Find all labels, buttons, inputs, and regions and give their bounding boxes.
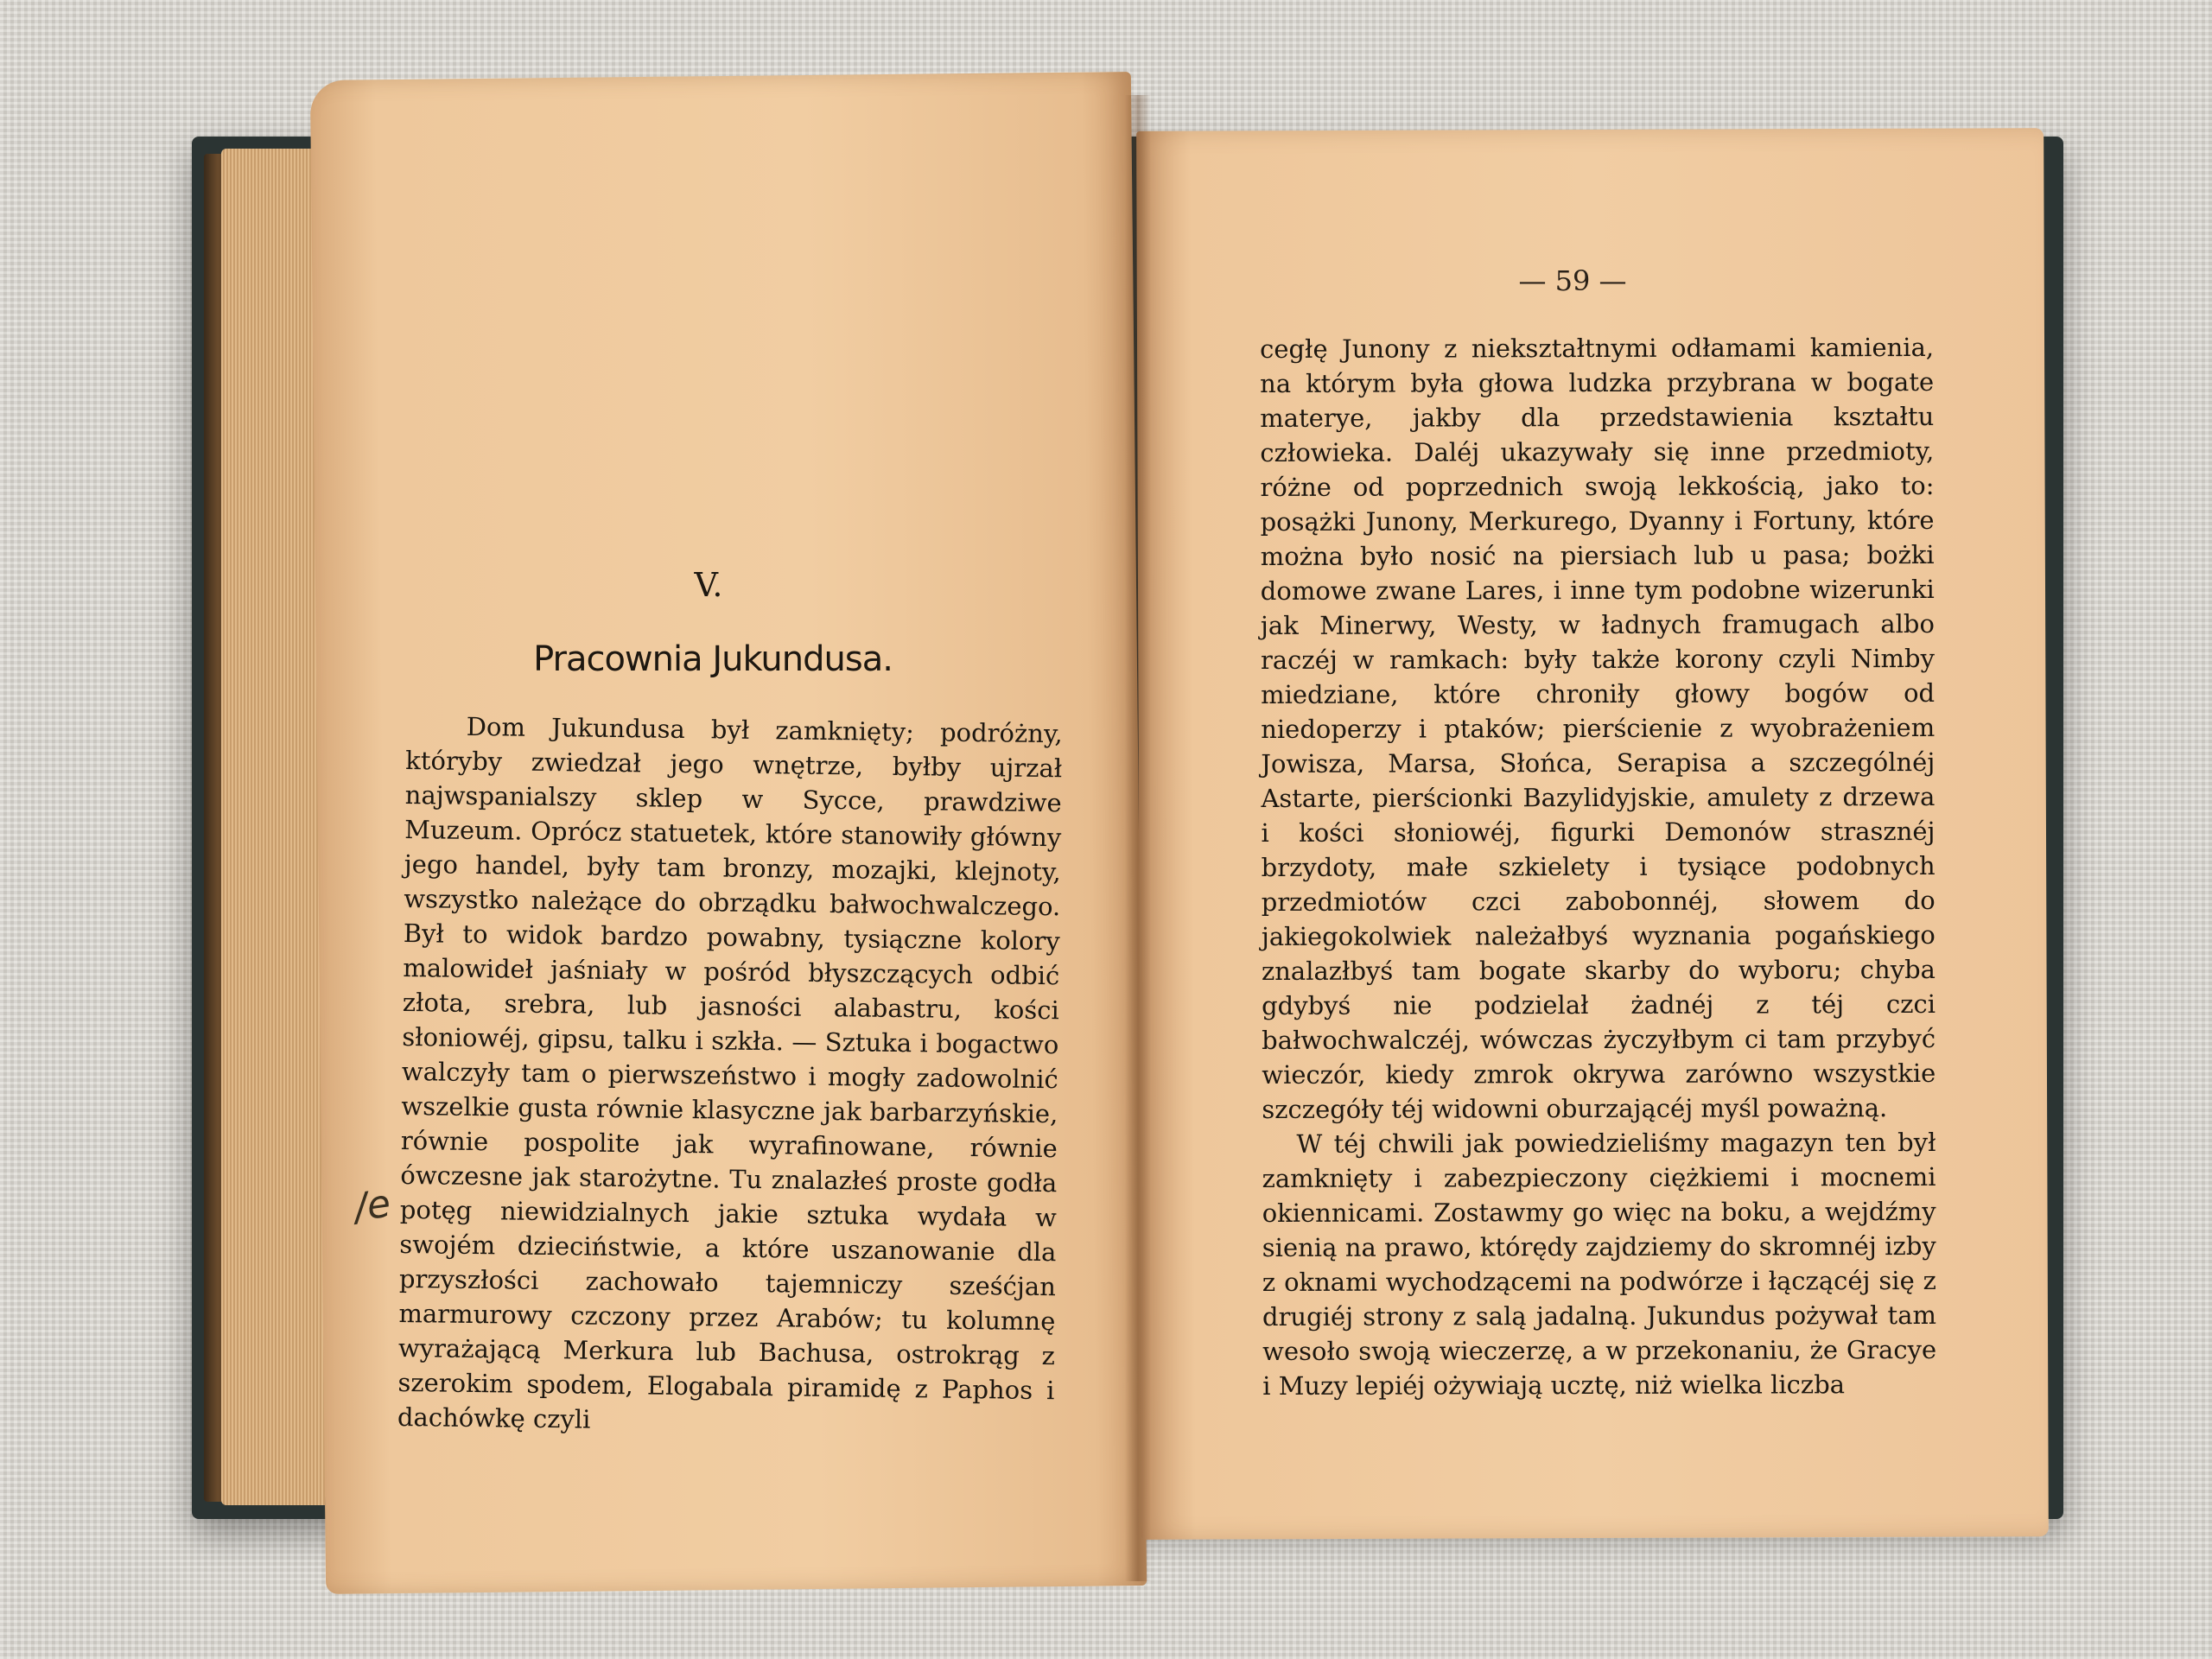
right-paragraph-1: cegłę Junony z niekształtnymi odłamami kamienia, na którym była głowa ludzka przybrana w bogate materye, jakby dla przedstawienia kształtu człowieka. Daléj ukazywały się inne przedmioty, różne od poprzednich swoją lekkością, jako to: posążki Junony, Merkurego, Dyanny i Fortuny, które można było nosić na piersiach lub u pasa; bożki domowe zwane Lares, i inne tym podobne wizerunki jak Minerwy, Westy, w ładnych framugach albo raczéj w ramkach: były także korony czyli Nimby miedziane, które chroniły głowy bogów od niedoperzy i ptaków; pierścienie z wyobrażeniem Jowisza, Marsa, Słońca, Serapisa a szczególnéj Astarte, pierścionki Bazylidyjskie, amulety z drzewa i kości słoniowéj, figurki Demonów strasznéj brzydoty, małe szkielety i tysiące podobnych przedmiotów czci zabobonnéj, słowem do jakiegokolwiek należałbyś wyznania pogańskiego znalazłbyś tam bogate skarby do wyboru; chyba gdybyś nie podzielał żadnéj z téj czci bałwochwalczéj, wówczas życzyłbym ci tam przybyć wieczór, kiedy zmrok okrywa zarówno wszystkie szczegóły téj widowni oburzającéj myśl poważną. [1260,332,1936,1124]
left-paragraph: Dom Jukundusa był zamknięty; podróżny, któryby zwiedzał jego wnętrze, byłby ujrzał najwspanialszy sklep w Sycce, prawdziwe Muzeum. Oprócz statuetek, które stanowiły główny jego handel, były tam bronzy, mozajki, klejnoty, wszystko należące do obrządku bałwochwalczego. Był to widok bardzo powabny, tysiączne kolory malowideł jaśniały w pośród błyszczących odbić złota, srebra, lub jasności alabastru, kości słoniowéj, gipsu, talku i szkła. — Sztuka i bogactwo walczyły tam o pierwszeństwo i mogły zadowolnić wszelkie gusta równie klasyczne jak barbarzyńskie, równie pospolite jak wyrafinowane, równie ówczesne jak starożytne. Tu znalazłeś proste godła potęg niewidzialnych jakie sztuka wydała w swojém dzieciństwie, a które uszanowanie dla przyszłości zachowało tajemniczy sześćjan marmurowy czczony przez Arabów; tu kolumnę wyrażającą Merkura lub Bachusa, ostrokrąg z szerokim spodem, Elogabala piramidę z Paphos i dachówkę czyli [397,711,1063,1434]
book-gutter [1125,95,1151,1581]
left-page-text [397,709,1063,1442]
right-paragraph-2: W téj chwili jak powiedzieliśmy magazyn ten był zamknięty i zabezpieczony ciężkiemi i mocnemi okiennicami. Zostawmy go więc na boku, a wejdźmy sienią na prawo, którędy zajdziemy do skromnéj izby z oknami wychodzącemi na podwórze i łączącéj się z drugiéj strony z salą jadalną. Jukundus pożywał tam wesoło swoją wieczerzę, a w przekonaniu, że Gracye i Muzy lepiéj ożywiają ucztę, niż wielka liczba [1262,1127,1937,1401]
page-number: — 59 — [1518,264,1627,297]
page-stack-edge [221,149,325,1505]
right-page-text [1260,330,1936,1403]
handwritten-margin-note: /e [351,1181,394,1230]
chapter-title: Pracownia Jukundusa. [533,639,893,679]
chapter-number: V. [694,566,723,604]
